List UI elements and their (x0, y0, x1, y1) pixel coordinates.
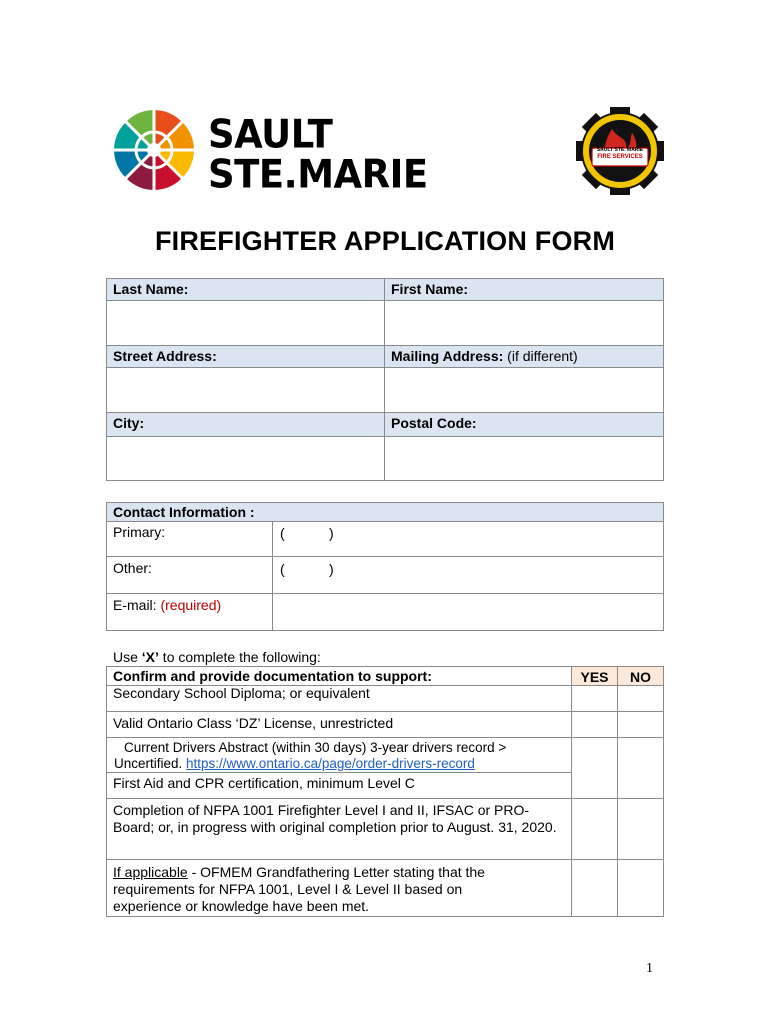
abstract-yes-checkbox[interactable] (571, 737, 618, 799)
ofmem-if-applicable: If applicable (113, 864, 188, 880)
ofmem-text: - OFMEM Grandfathering Letter stating that the requirements for NFPA 1001, Level I & Level II based on experience or knowledge have been met. (113, 864, 485, 914)
other-phone-field[interactable] (272, 556, 664, 594)
email-label (106, 593, 273, 631)
abstract-line-2 (114, 756, 475, 771)
mailing-address-label-text: Mailing Address: (391, 348, 504, 364)
contact-info-header: Contact Information : (106, 502, 664, 522)
other-phone-label: Other: (106, 556, 273, 594)
license-no-checkbox[interactable] (617, 711, 664, 738)
last-name-field[interactable] (106, 300, 385, 346)
logo-text-sault: SAULT (208, 111, 333, 158)
first-name-label: First Name: (384, 278, 664, 301)
ofmem-no-checkbox[interactable] (617, 859, 664, 917)
postal-code-label: Postal Code: (384, 412, 664, 437)
city-label: City: (106, 412, 385, 437)
logo-text-ste-marie: STE.MARIE (208, 151, 428, 198)
badge-text-top: SAULT STE. MARIE (596, 147, 644, 153)
abstract-no-checkbox[interactable] (617, 737, 664, 799)
email-label-text: E-mail: (113, 597, 157, 613)
street-address-field[interactable] (106, 367, 385, 413)
nfpa-no-checkbox[interactable] (617, 798, 664, 860)
checklist-header: Confirm and provide documentation to support: (106, 666, 572, 686)
city-field[interactable] (106, 436, 385, 481)
instructions-mark: ‘X’ (141, 649, 159, 665)
other-area-code-open: ( (280, 561, 285, 577)
page-number: 1 (646, 961, 653, 976)
form-title: FIREFIGHTER APPLICATION FORM (154, 226, 616, 256)
checklist-item-diploma: Secondary School Diploma; or equivalent (106, 685, 572, 712)
instructions-prefix: Use (113, 649, 142, 665)
other-area-code-close: ) (329, 561, 334, 577)
mailing-address-note: (if different) (507, 348, 578, 364)
abstract-line-1: Current Drivers Abstract (within 30 days) 3-year drivers record > (124, 740, 507, 755)
license-yes-checkbox[interactable] (571, 711, 618, 738)
diploma-yes-checkbox[interactable] (571, 685, 618, 712)
mailing-address-label (384, 345, 664, 368)
mailing-address-field[interactable] (384, 367, 664, 413)
primary-phone-label: Primary: (106, 521, 273, 557)
abstract-uncertified: Uncertified. (114, 756, 187, 771)
primary-area-code-open: ( (280, 525, 285, 541)
checklist-item-license: Valid Ontario Class ‘DZ’ License, unrestricted (106, 711, 572, 738)
no-column-header: NO (617, 666, 664, 686)
checklist-item-first-aid: First Aid and CPR certification, minimum Level C (106, 772, 572, 799)
nfpa-yes-checkbox[interactable] (571, 798, 618, 860)
drivers-record-link[interactable]: https://www.ontario.ca/page/order-drivers-record (186, 756, 475, 771)
checklist-item-ofmem (106, 859, 572, 917)
street-address-label: Street Address: (106, 345, 385, 368)
instructions-suffix: to complete the following: (158, 649, 321, 665)
yes-column-header: YES (571, 666, 618, 686)
diploma-no-checkbox[interactable] (617, 685, 664, 712)
last-name-label: Last Name: (106, 278, 385, 301)
first-name-field[interactable] (384, 300, 664, 346)
email-required-note: (required) (160, 597, 222, 613)
checklist-item-abstract (106, 737, 572, 773)
email-field[interactable] (272, 593, 664, 631)
primary-phone-field[interactable] (272, 521, 664, 557)
checklist-item-nfpa: Completion of NFPA 1001 Firefighter Level I and II, IFSAC or PRO-Board; or, in progress with original completion prior to August. 31, 2020. (106, 798, 572, 860)
badge-text-bottom: FIRE SERVICES (597, 154, 643, 160)
postal-code-field[interactable] (384, 436, 664, 481)
primary-area-code-close: ) (329, 525, 334, 541)
ofmem-yes-checkbox[interactable] (571, 859, 618, 917)
instructions-line (113, 649, 321, 665)
city-logo-icon (112, 108, 196, 192)
